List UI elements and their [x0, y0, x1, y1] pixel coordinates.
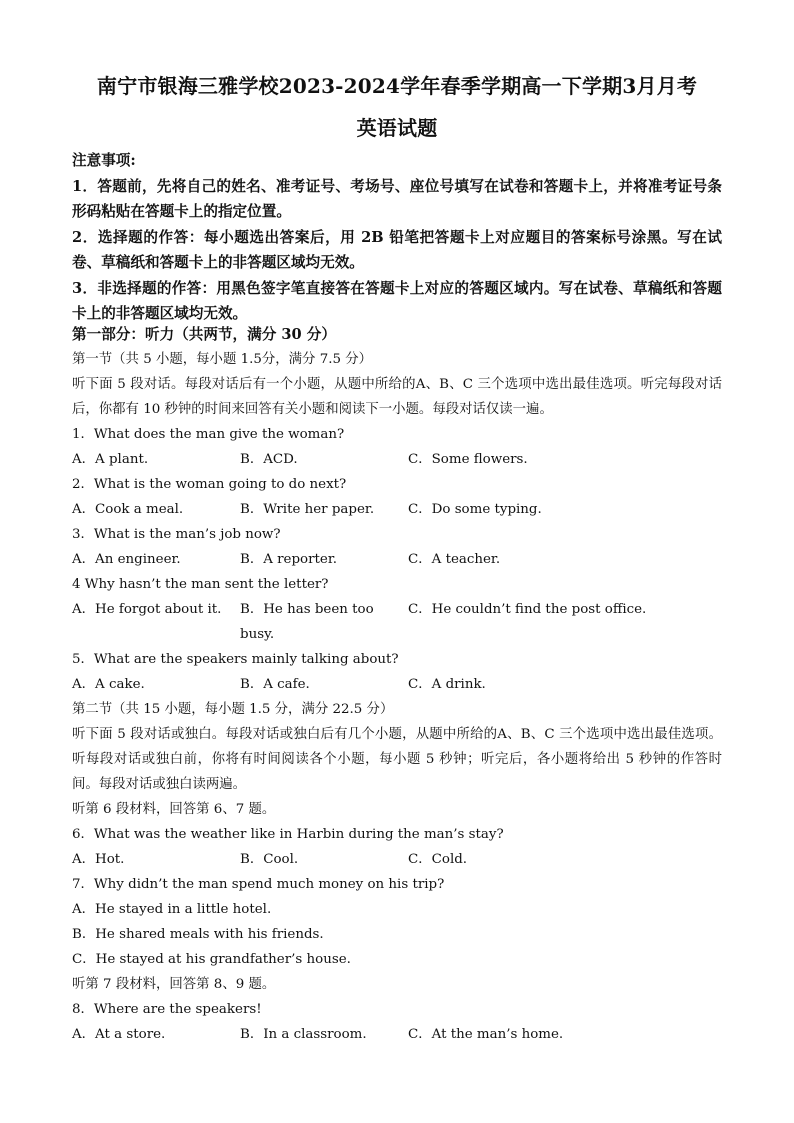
exam-subtitle: 英语试题	[356, 116, 438, 140]
material-7-note: 听第 7 段材料，回答第 8、9 题。	[72, 977, 276, 992]
question-6: 6．What was the weather like in Harbin during the man’s stay?	[72, 827, 504, 842]
section1-heading: 第一节（共 5 小题，每小题 1.5分，满分 7.5 分）	[72, 352, 373, 367]
exam-title: 南宁市银海三雅学校2023-2024学年春季学期高一下学期3月月考	[96, 74, 698, 98]
option-b: B．ACD.	[240, 452, 298, 467]
question-5: 5．What are the speakers mainly talking about?	[72, 652, 399, 667]
listening-part	[72, 322, 722, 1047]
question-5-options	[72, 672, 722, 697]
option-b: B．A cafe.	[240, 677, 310, 692]
option-b: B．In a classroom.	[240, 1027, 367, 1042]
question-7: 7．Why didn’t the man spend much money on his trip?	[72, 877, 445, 892]
option-c: C．A drink.	[408, 677, 486, 692]
option-c: C．Cold.	[408, 852, 468, 867]
option-c: C．Some flowers.	[408, 452, 528, 467]
option-c: C．At the man’s home.	[408, 1027, 564, 1042]
question-8: 8．Where are the speakers!	[72, 1002, 262, 1017]
question-1: 1．What does the man give the woman?	[72, 427, 345, 442]
option-b: B．Cool.	[240, 852, 299, 867]
question-6-options	[72, 847, 722, 872]
question-2-options	[72, 497, 722, 522]
note-item-3: 3．非选择题的作答：用黑色签字笔直接答在答题卡上对应的答题区域内。写在试卷、草稿纸和答题卡上的非答题区域均无效。	[72, 279, 722, 322]
question-4-options	[72, 597, 722, 647]
section1-instructions: 听下面 5 段对话。每段对话后有一个小题，从题中所给的A、B、C 三个选项中选出最佳选项。听完每段对话后，你都有 10 秒钟的时间来回答有关小题和阅读下一小题。每段对话仅读一遍。	[72, 377, 722, 417]
section2-heading: 第二节（共 15 小题，每小题 1.5 分，满分 22.5 分）	[72, 702, 394, 717]
option-a: A．At a store.	[72, 1027, 166, 1042]
notes-heading: 注意事项:	[72, 152, 136, 169]
material-6-note: 听第 6 段材料，回答第 6、7 题。	[72, 802, 276, 817]
question-3: 3．What is the man’s job now?	[72, 527, 281, 542]
option-a: A．An engineer.	[72, 552, 181, 567]
option-a: A．He forgot about it.	[72, 602, 222, 617]
question-2: 2．What is the woman going to do next?	[72, 477, 347, 492]
option-a: A．Cook a meal.	[72, 502, 184, 517]
option-a: A．Hot.	[72, 852, 125, 867]
option-c: C．A teacher.	[408, 552, 501, 567]
option-b: B．He shared meals with his friends.	[72, 927, 324, 942]
question-3-options	[72, 547, 722, 572]
option-a: A．He stayed in a little hotel.	[72, 902, 272, 917]
question-8-options	[72, 1022, 722, 1047]
option-c: C．He couldn’t find the post office.	[408, 602, 647, 617]
note-item-2: 2．选择题的作答：每小题选出答案后，用 2B 铅笔把答题卡上对应题目的答案标号涂黑。写在试卷、草稿纸和答题卡上的非答题区域均无效。	[72, 228, 722, 271]
question-4: 4 Why hasn’t the man sent the letter?	[72, 577, 329, 592]
notes-section	[72, 148, 722, 327]
option-a: A．A cake.	[72, 677, 145, 692]
option-b: B．He has been too busy.	[240, 602, 374, 642]
option-c: C．He stayed at his grandfather’s house.	[72, 952, 351, 967]
note-item-1: 1．答题前，先将自己的姓名、准考证号、考场号、座位号填写在试卷和答题卡上，并将准考证号条形码粘贴在答题卡上的指定位置。	[72, 177, 722, 220]
section2-instructions: 听下面 5 段对话或独白。每段对话或独白后有几个小题，从题中所给的A、B、C 三个选项中选出最佳选项。听每段对话或独白前，你将有时间阅读各个小题，每小题 5 秒钟；听完后，各小题将给出 5 秒钟的作答时间。每段对话或独白读两遍。	[72, 727, 722, 792]
option-b: B．A reporter.	[240, 552, 338, 567]
option-a: A．A plant.	[72, 452, 149, 467]
option-b: B．Write her paper.	[240, 502, 375, 517]
option-c: C．Do some typing.	[408, 502, 542, 517]
question-1-options	[72, 447, 722, 472]
part1-heading: 第一部分：听力（共两节，满分 30 分）	[72, 326, 336, 343]
